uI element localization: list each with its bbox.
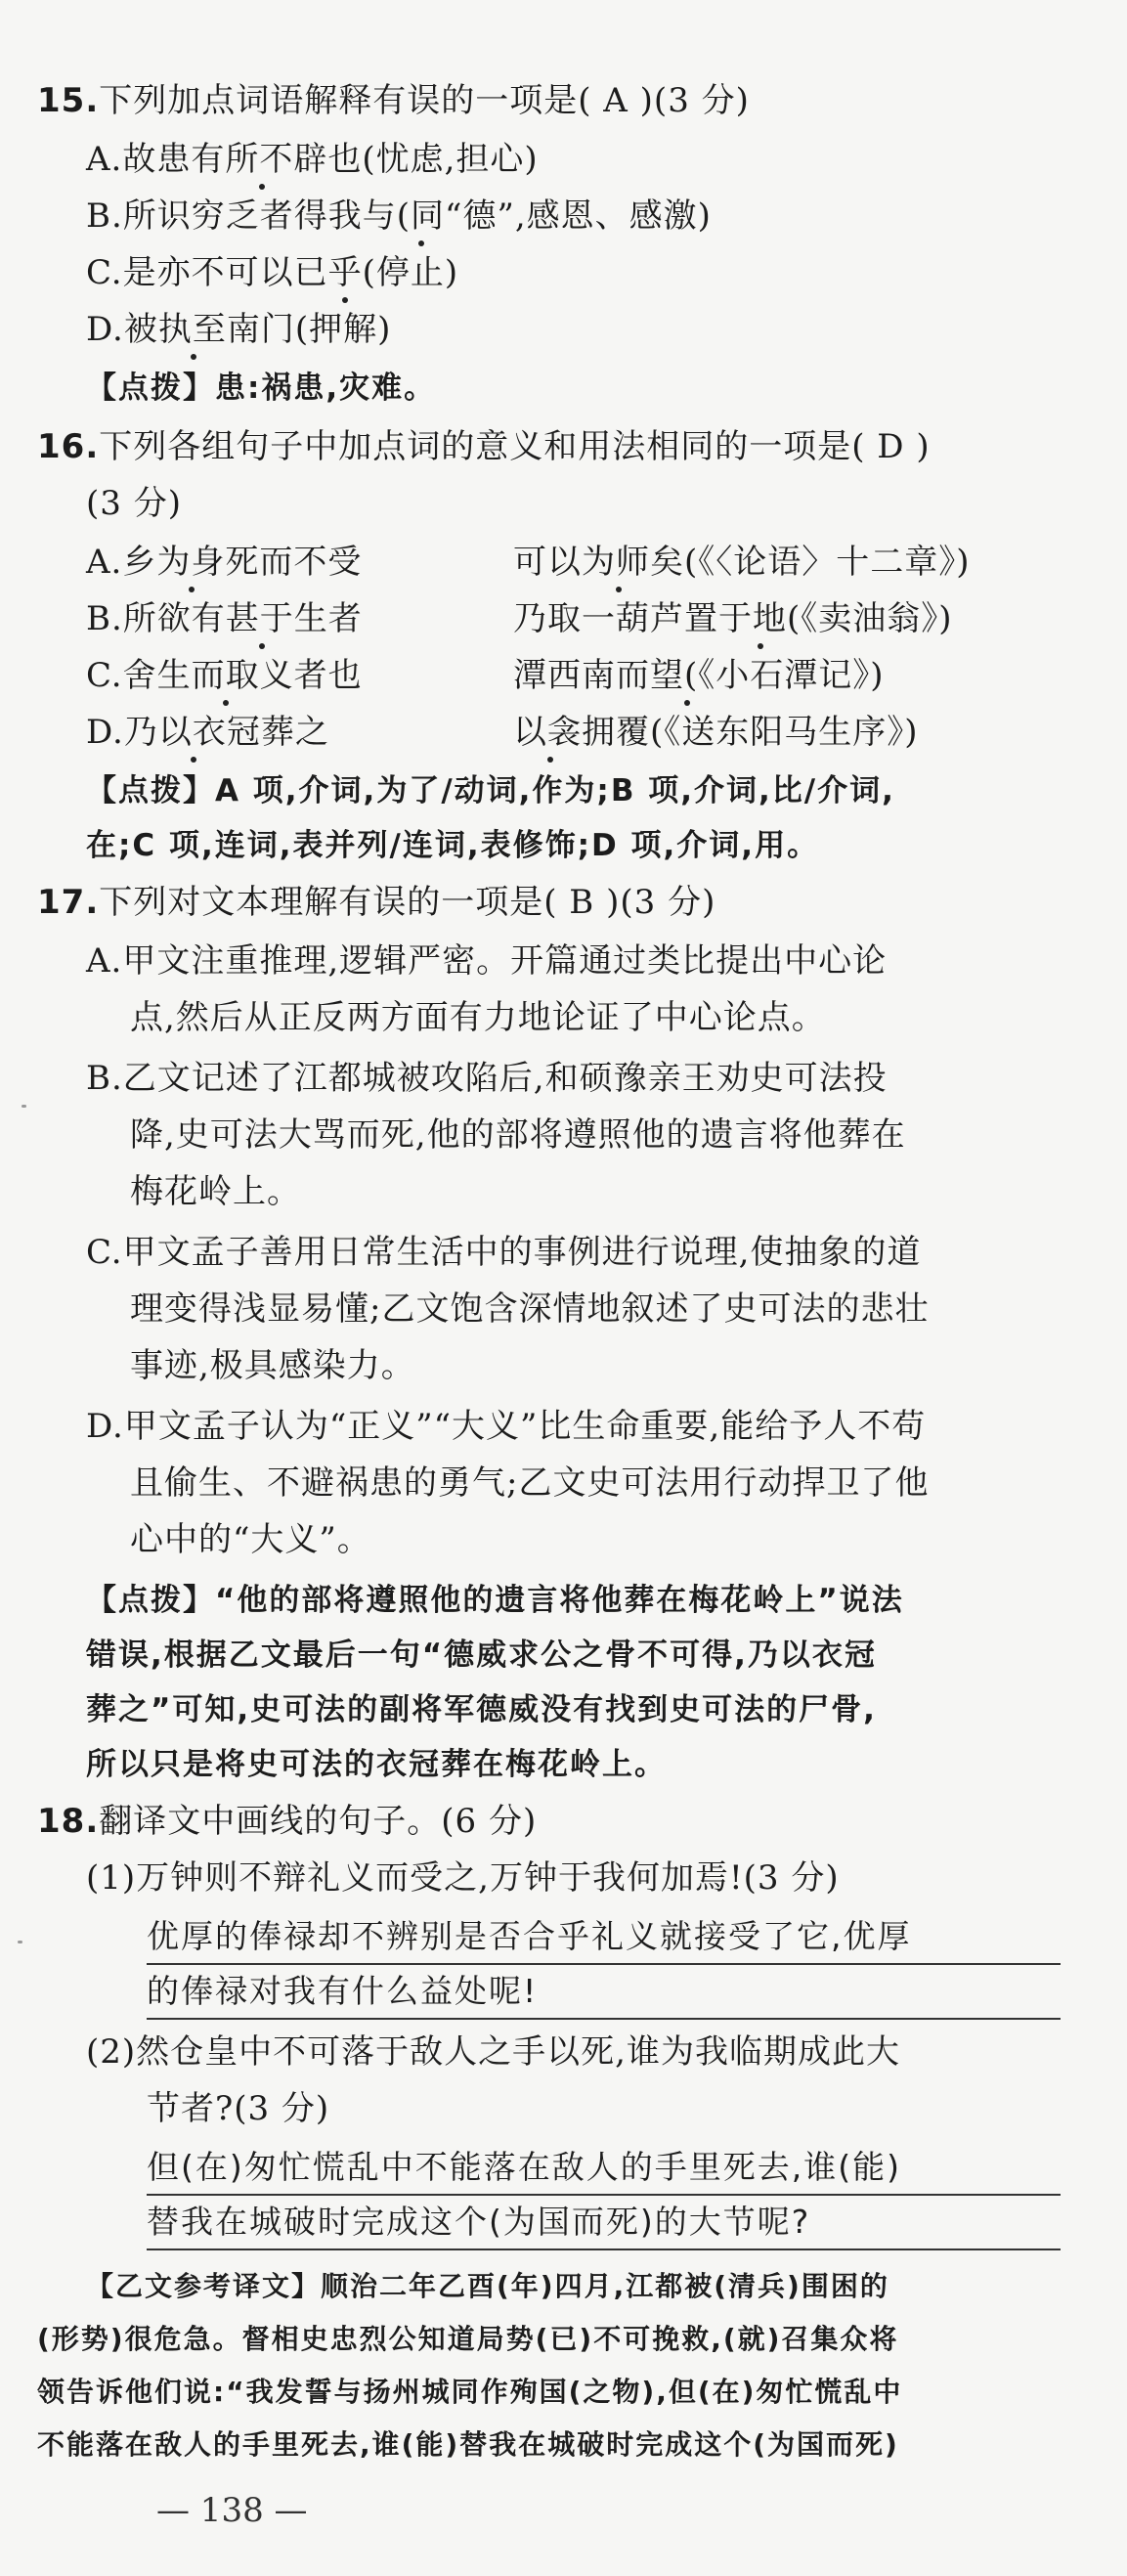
scan-speck [22,1105,26,1108]
option-c: C.是亦不可以已乎(停止) [86,253,459,292]
option-line: 降,史可法大骂而死,他的部将遵照他的遗言将他葬在 [130,1115,906,1155]
emphasis-dot [189,587,195,592]
question-number: 17. [37,883,100,922]
option-line: D.甲文孟子认为“正义”“大义”比生命重要,能给予人不苟 [86,1407,927,1446]
question-15-stem [37,78,750,123]
question-text: 翻译文中画线的句子。(6 分) [99,1802,538,1841]
translation-line: 不能落在敌人的手里死去,谁(能)替我在城破时完成这个(为国而死) [37,2428,899,2461]
option-a-left: A.乡为身死而不受 [86,543,363,582]
answer-underline [147,2249,1061,2250]
option-line: 理变得浅显易懂;乙文饱含深情地叙述了史可法的悲壮 [130,1289,930,1329]
option-line: C.甲文孟子善用日常生活中的事例进行说理,使抽象的道 [86,1233,922,1272]
tip-17-line: 葬之”可知,史可法的副将军德威没有找到史可法的尸骨, [86,1692,877,1727]
option-b-left: B.所欲有甚于生者 [86,599,363,638]
question-16-stem [37,424,931,469]
emphasis-dot [547,757,553,763]
option-line: 梅花岭上。 [130,1172,301,1211]
answer-underline [147,2194,1061,2196]
translation-line: (形势)很危急。督相史忠烈公知道局势(已)不可挽救,(就)召集众将 [37,2323,899,2355]
option-b-right: 乃取一葫芦置于地(《卖油翁》) [513,599,953,638]
question-text: 下列加点词语解释有误的一项是( A )(3 分) [99,81,750,120]
tip-17-line: 错误,根据乙文最后一句“德威求公之骨不可得,乃以衣冠 [86,1637,877,1673]
question-text: 下列各组句子中加点词的意义和用法相同的一项是( D ) [99,427,931,466]
emphasis-dot [758,643,763,649]
emphasis-dot [223,700,229,706]
option-d-left: D.乃以衣冠葬之 [86,713,329,752]
option-c-left: C.舍生而取义者也 [86,656,363,695]
answer-1-line: 的俸禄对我有什么益处呢! [147,1972,539,2010]
option-b: B.所识穷乏者得我与(同“德”,感恩、感激) [86,196,712,236]
emphasis-dot [616,587,622,592]
question-17-stem [37,880,715,925]
emphasis-dot [342,297,348,303]
question-number: 18. [37,1802,100,1841]
option-line: 点,然后从正反两方面有力地论证了中心论点。 [130,998,826,1037]
page-number: — 138 — [156,2491,308,2530]
translation-line: 领告诉他们说:“我发誓与扬州城同作殉国(之物),但(在)匆忙慌乱中 [37,2376,903,2408]
answer-1-line: 优厚的俸禄却不辨别是否合乎礼义就接受了它,优厚 [147,1917,912,1955]
question-number: 15. [37,81,100,120]
question-number: 16. [37,427,100,466]
option-a-right: 可以为师矣(《〈论语〉十二章》) [513,543,971,582]
option-line: 心中的“大义”。 [130,1520,371,1559]
emphasis-dot [684,700,690,706]
option-line: 且偷生、不避祸患的勇气;乙文史可法用行动捍卫了他 [130,1463,930,1503]
question-16-score: (3 分) [86,484,182,523]
option-d-right: 以衾拥覆(《送东阳马生序》) [513,713,919,752]
answer-2-line: 但(在)匆忙慌乱中不能落在敌人的手里死去,谁(能) [147,2148,901,2186]
emphasis-dot [259,643,265,649]
translation-line: 【乙文参考译文】顺治二年乙酉(年)四月,江都被(清兵)围困的 [86,2270,889,2302]
sub-question-2-cont: 节者?(3 分) [147,2089,330,2128]
answer-underline [147,1963,1061,1965]
sub-question-2: (2)然仓皇中不可落于敌人之手以死,谁为我临期成此大 [86,2032,900,2072]
tip-16-line: 在;C 项,连词,表并列/连词,表修饰;D 项,介词,用。 [86,828,820,863]
option-line: A.甲文注重推理,逻辑严密。开篇通过类比提出中心论 [86,941,888,981]
emphasis-dot [191,354,196,360]
answer-underline [147,2018,1061,2020]
option-c-right: 潭西南而望(《小石潭记》) [513,656,885,695]
tip-15: 【点拨】患:祸患,灾难。 [86,371,437,406]
emphasis-dot [191,757,196,763]
emphasis-dot [259,184,265,190]
emphasis-dot [418,240,424,246]
scan-speck [18,1941,22,1943]
option-line: B.乙文记述了江都城被攻陷后,和硕豫亲王劝史可法投 [86,1059,888,1098]
tip-16-line: 【点拨】A 项,介词,为了/动词,作为;B 项,介词,比/介词, [86,773,895,808]
sub-question-1: (1)万钟则不辩礼义而受之,万钟于我何加焉!(3 分) [86,1858,840,1898]
option-a: A.故患有所不辟也(忧虑,担心) [86,140,539,179]
answer-2-line: 替我在城破时完成这个(为国而死)的大节呢? [147,2203,811,2241]
question-text: 下列对文本理解有误的一项是( B )(3 分) [99,883,716,922]
option-line: 事迹,极具感染力。 [130,1346,415,1385]
option-d: D.被执至南门(押解) [86,310,392,349]
tip-17-line: 所以只是将史可法的衣冠葬在梅花岭上。 [86,1747,667,1782]
question-18-stem [37,1799,537,1844]
tip-17-line: 【点拨】“他的部将遵照他的遗言将他葬在梅花岭上”说法 [86,1583,904,1618]
